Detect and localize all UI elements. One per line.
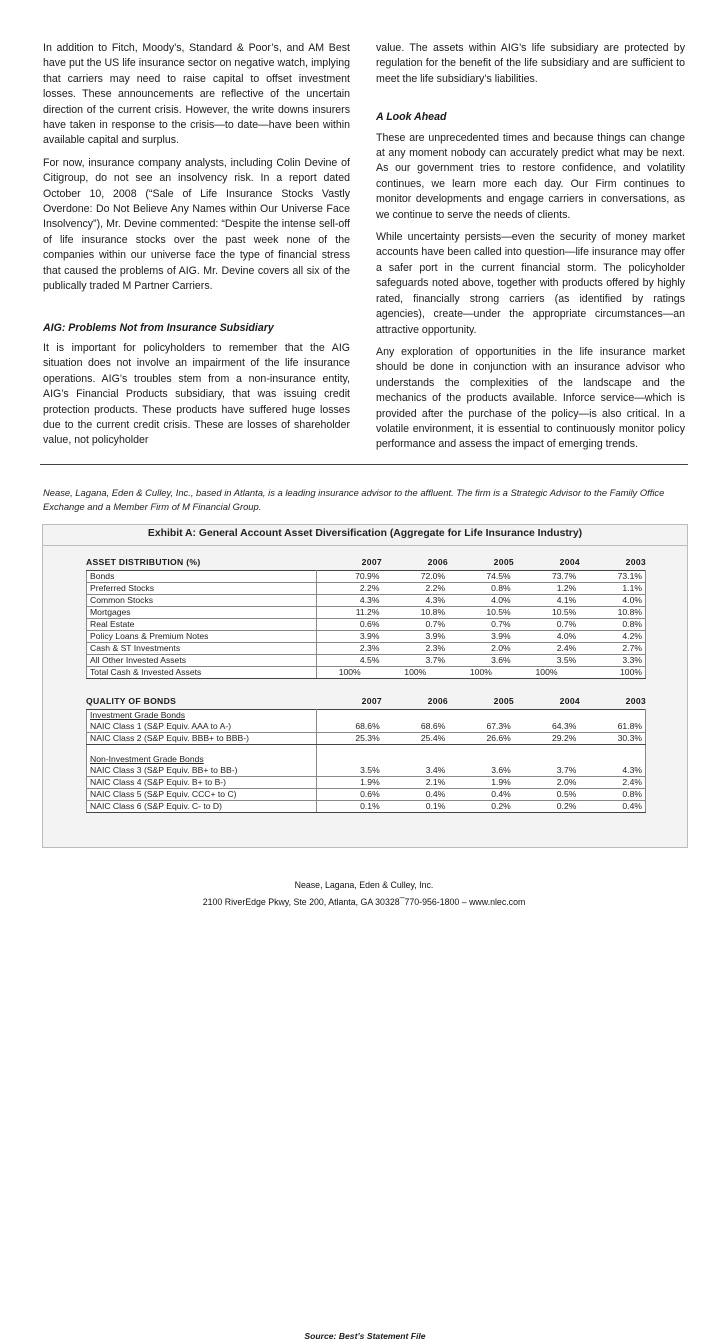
- cell-value: 3.3%: [579, 655, 645, 667]
- cell-value: 4.0%: [579, 595, 645, 607]
- left-column: [43, 41, 350, 456]
- cell-value: 3.6%: [448, 655, 514, 667]
- cell-value: 73.1%: [579, 571, 645, 583]
- bond-row: [87, 765, 646, 777]
- cell-value: 64.3%: [514, 721, 580, 733]
- article-paragraph: For now, insurance company analysts, including Colin Devine of Citigroup, do not see an insolvency risk. In a report dated October 10, 2008 (“Sale of Life Insurance Stocks Vastly Overdone: Do Not Believe Any Names within Our Universe Face Insolvency”), Mr. Devine commented: “Despite the intense sell-off of life insurance stocks over the past week none of the companies within our universe face the type of financial stress that caused the problems of AIG. Mr. Devine covers all six of the publically traded M Partner Carriers.: [43, 156, 350, 293]
- cell-value: [579, 754, 645, 765]
- cell-value: 0.6%: [317, 789, 383, 801]
- year-header: 2007: [361, 557, 382, 567]
- cell-value: 0.7%: [382, 619, 448, 631]
- cell-value: 4.0%: [514, 631, 580, 643]
- cell-value: 68.6%: [383, 721, 449, 733]
- asset-distribution-section: [86, 554, 646, 679]
- page-footer: [0, 877, 728, 911]
- asset-row: [87, 607, 646, 619]
- year-header: 2006: [427, 696, 448, 706]
- cell-value: 4.0%: [448, 595, 514, 607]
- cell-value: 1.9%: [317, 777, 383, 789]
- cell-value: 0.8%: [579, 789, 645, 801]
- asset-distribution-header: [86, 554, 646, 570]
- bond-row: [87, 733, 646, 745]
- cell-value: 3.9%: [448, 631, 514, 643]
- cell-value: 26.6%: [448, 733, 514, 745]
- cell-value: [514, 710, 580, 722]
- cell-value: 61.8%: [579, 721, 645, 733]
- section-heading-look-ahead: A Look Ahead: [376, 111, 447, 124]
- cell-value: 2.0%: [514, 777, 580, 789]
- cell-value: 3.4%: [383, 765, 449, 777]
- cell-value: 0.5%: [514, 789, 580, 801]
- cell-value: 3.6%: [448, 765, 514, 777]
- year-header: 2003: [625, 557, 646, 567]
- asset-row: [87, 595, 646, 607]
- cell-value: [579, 710, 645, 722]
- right-column: [376, 41, 685, 460]
- cell-value: 68.6%: [317, 721, 383, 733]
- section-divider: [40, 464, 688, 465]
- year-header: 2004: [559, 557, 580, 567]
- cell-value: [383, 754, 449, 765]
- cell-value: 3.9%: [316, 631, 382, 643]
- asset-row: [87, 643, 646, 655]
- exhibit-source: Source: Best’s Statement File: [304, 1331, 426, 1341]
- bond-row: [87, 777, 646, 789]
- row-label: Non-Investment Grade Bonds: [87, 754, 317, 765]
- cell-value: 4.5%: [316, 655, 382, 667]
- asset-distribution-title: ASSET DISTRIBUTION (%): [86, 557, 201, 567]
- asset-row: [87, 655, 646, 667]
- asset-row: [87, 619, 646, 631]
- row-label: Real Estate: [87, 619, 317, 631]
- bond-row: [87, 801, 646, 813]
- quality-of-bonds-title: QUALITY OF BONDS: [86, 696, 177, 706]
- cell-value: 10.8%: [382, 607, 448, 619]
- year-header: 2004: [559, 696, 580, 706]
- article-paragraph: It is important for policyholders to remember that the AIG situation does not involve an impairment of the life insurance operations. AIG’s troubles stem from a non-insurance entity, AIG’s Financial Products subsidiary, that was issuing credit protection products. These products have suffered huge losses due to the current credit crisis. These are losses of shareholder value, not policyholder: [43, 341, 350, 447]
- cell-value: 72.0%: [382, 571, 448, 583]
- cell-value: 0.6%: [316, 619, 382, 631]
- row-label: Investment Grade Bonds: [87, 710, 317, 722]
- row-label: [87, 745, 317, 755]
- cell-value: 100%: [448, 667, 514, 679]
- row-label: NAIC Class 1 (S&P Equiv. AAA to A-): [87, 721, 317, 733]
- asset-row: [87, 631, 646, 643]
- bond-group-label: [87, 754, 646, 765]
- footer-company: Nease, Lagana, Eden & Culley, Inc.: [294, 880, 434, 890]
- cell-value: 4.1%: [514, 595, 580, 607]
- cell-value: 0.7%: [514, 619, 580, 631]
- section-heading-aig: AIG: Problems Not from Insurance Subsidiary: [43, 321, 274, 334]
- asset-row: [87, 667, 646, 679]
- cell-value: 2.4%: [579, 777, 645, 789]
- article-paragraph: In addition to Fitch, Moody's, Standard & Poor’s, and AM Best have put the US life insurance sector on negative watch, implying that carriers may need to raise capital to offset investment losses. These announcements are reflective of the uncertain direction of the current crisis. However, the write downs insurers have taken in response to the crisis—to date—have been within available capital and surplus.: [43, 42, 350, 147]
- cell-value: 0.4%: [448, 789, 514, 801]
- cell-value: 3.9%: [382, 631, 448, 643]
- cell-value: [579, 745, 645, 755]
- row-label: NAIC Class 6 (S&P Equiv. C- to D): [87, 801, 317, 813]
- cell-value: 0.8%: [448, 583, 514, 595]
- asset-row: [87, 583, 646, 595]
- quality-of-bonds-header: [86, 693, 646, 709]
- row-label: Cash & ST Investments: [87, 643, 317, 655]
- exhibit-title: Exhibit A: General Account Asset Diversification (Aggregate for Life Insurance Industry): [147, 528, 583, 539]
- bond-row: [87, 721, 646, 733]
- cell-value: 100%: [382, 667, 448, 679]
- cell-value: 1.9%: [448, 777, 514, 789]
- asset-distribution-table: [86, 570, 646, 679]
- firm-footnote: Nease, Lagana, Eden & Culley, Inc., based in Atlanta, is a leading insurance advisor to the affluent. The firm is a Strategic Advisor to the Family Office Exchange and a Member Firm of M Financial Group.: [43, 487, 665, 512]
- cell-value: [317, 754, 383, 765]
- cell-value: 67.3%: [448, 721, 514, 733]
- cell-value: 2.0%: [448, 643, 514, 655]
- cell-value: 73.7%: [514, 571, 580, 583]
- row-label: Policy Loans & Premium Notes: [87, 631, 317, 643]
- year-header: 2005: [493, 557, 514, 567]
- cell-value: [514, 754, 580, 765]
- cell-value: 30.3%: [579, 733, 645, 745]
- year-header: 2003: [625, 696, 646, 706]
- cell-value: [448, 745, 514, 755]
- cell-value: 2.3%: [382, 643, 448, 655]
- cell-value: 0.7%: [448, 619, 514, 631]
- cell-value: 74.5%: [448, 571, 514, 583]
- cell-value: 3.7%: [382, 655, 448, 667]
- row-label: NAIC Class 3 (S&P Equiv. BB+ to BB-): [87, 765, 317, 777]
- year-header: 2006: [427, 557, 448, 567]
- cell-value: 10.5%: [514, 607, 580, 619]
- cell-value: [317, 710, 383, 722]
- row-label: All Other Invested Assets: [87, 655, 317, 667]
- asset-row: [87, 571, 646, 583]
- row-label: Common Stocks: [87, 595, 317, 607]
- cell-value: 4.3%: [316, 595, 382, 607]
- cell-value: 0.2%: [514, 801, 580, 813]
- row-label: Bonds: [87, 571, 317, 583]
- cell-value: 25.3%: [317, 733, 383, 745]
- footer-address: 2100 RiverEdge Pkwy, Ste 200, Atlanta, GA 30328 ̅ 770-956-1800 – www.nlec.com: [202, 897, 526, 907]
- year-header: 2005: [493, 696, 514, 706]
- row-label: NAIC Class 5 (S&P Equiv. CCC+ to C): [87, 789, 317, 801]
- cell-value: [383, 710, 449, 722]
- cell-value: 10.8%: [579, 607, 645, 619]
- article-paragraph: These are unprecedented times and because things can change at any moment nobody can accurately predict what may be next. As our government tries to restore confidence, and volatility continues, we learn more each day. Our Firm continues to monitor developments and engage carriers in conversations, as we continue to serve the needs of clients.: [376, 131, 685, 221]
- quality-of-bonds-table: [86, 709, 646, 813]
- exhibit-title-divider: [43, 545, 687, 546]
- cell-value: 4.2%: [579, 631, 645, 643]
- cell-value: 25.4%: [383, 733, 449, 745]
- cell-value: 1.1%: [579, 583, 645, 595]
- cell-value: 2.4%: [514, 643, 580, 655]
- cell-value: 0.8%: [579, 619, 645, 631]
- cell-value: 29.2%: [514, 733, 580, 745]
- cell-value: 3.5%: [317, 765, 383, 777]
- cell-value: 0.4%: [383, 789, 449, 801]
- quality-of-bonds-section: [86, 693, 646, 813]
- row-label: NAIC Class 2 (S&P Equiv. BBB+ to BBB-): [87, 733, 317, 745]
- cell-value: 2.2%: [316, 583, 382, 595]
- row-label: Total Cash & Invested Assets: [87, 667, 317, 679]
- cell-value: [448, 754, 514, 765]
- row-label: NAIC Class 4 (S&P Equiv. B+ to B-): [87, 777, 317, 789]
- cell-value: 0.1%: [317, 801, 383, 813]
- cell-value: 100%: [579, 667, 645, 679]
- bond-row: [87, 789, 646, 801]
- row-label: Mortgages: [87, 607, 317, 619]
- cell-value: 1.2%: [514, 583, 580, 595]
- year-header: 2007: [361, 696, 382, 706]
- cell-value: 4.3%: [579, 765, 645, 777]
- article-paragraph: While uncertainty persists—even the security of money market accounts have been called into question—life insurance may offer a safer port in the current financial storm. The policyholder safeguards noted above, together with products offered by highly rated, financially strong carriers (as identified by ratings agencies), create—under the appropriate circumstances—an attractive opportunity.: [376, 231, 685, 336]
- cell-value: 0.4%: [579, 801, 645, 813]
- cell-value: 100%: [514, 667, 580, 679]
- cell-value: 2.3%: [316, 643, 382, 655]
- cell-value: [383, 745, 449, 755]
- cell-value: 0.2%: [448, 801, 514, 813]
- cell-value: 3.5%: [514, 655, 580, 667]
- cell-value: [514, 745, 580, 755]
- cell-value: 0.1%: [383, 801, 449, 813]
- spacer-row: [87, 745, 646, 755]
- cell-value: 3.7%: [514, 765, 580, 777]
- article-paragraph: value. The assets within AIG’s life subsidiary are protected by regulation for the benefit of the life subsidiary and are sufficient to meet the life subsidiary’s liabilities.: [376, 42, 685, 85]
- row-label: Preferred Stocks: [87, 583, 317, 595]
- cell-value: [448, 710, 514, 722]
- article-paragraph: Any exploration of opportunities in the life insurance market should be done in conjunction with an insurance advisor who understands the complexities of the landscape and the mechanics of the products available. Inforce service—which is provided after the purchase of the policy—is also critical. In a volatile environment, it is essential to continuously monitor policy performance and assess the impact of emerging trends.: [376, 345, 685, 451]
- cell-value: 2.1%: [383, 777, 449, 789]
- cell-value: 100%: [316, 667, 382, 679]
- cell-value: 70.9%: [316, 571, 382, 583]
- cell-value: 2.2%: [382, 583, 448, 595]
- cell-value: 2.7%: [579, 643, 645, 655]
- bond-group-label: [87, 710, 646, 722]
- cell-value: 4.3%: [382, 595, 448, 607]
- cell-value: [317, 745, 383, 755]
- cell-value: 10.5%: [448, 607, 514, 619]
- cell-value: 11.2%: [316, 607, 382, 619]
